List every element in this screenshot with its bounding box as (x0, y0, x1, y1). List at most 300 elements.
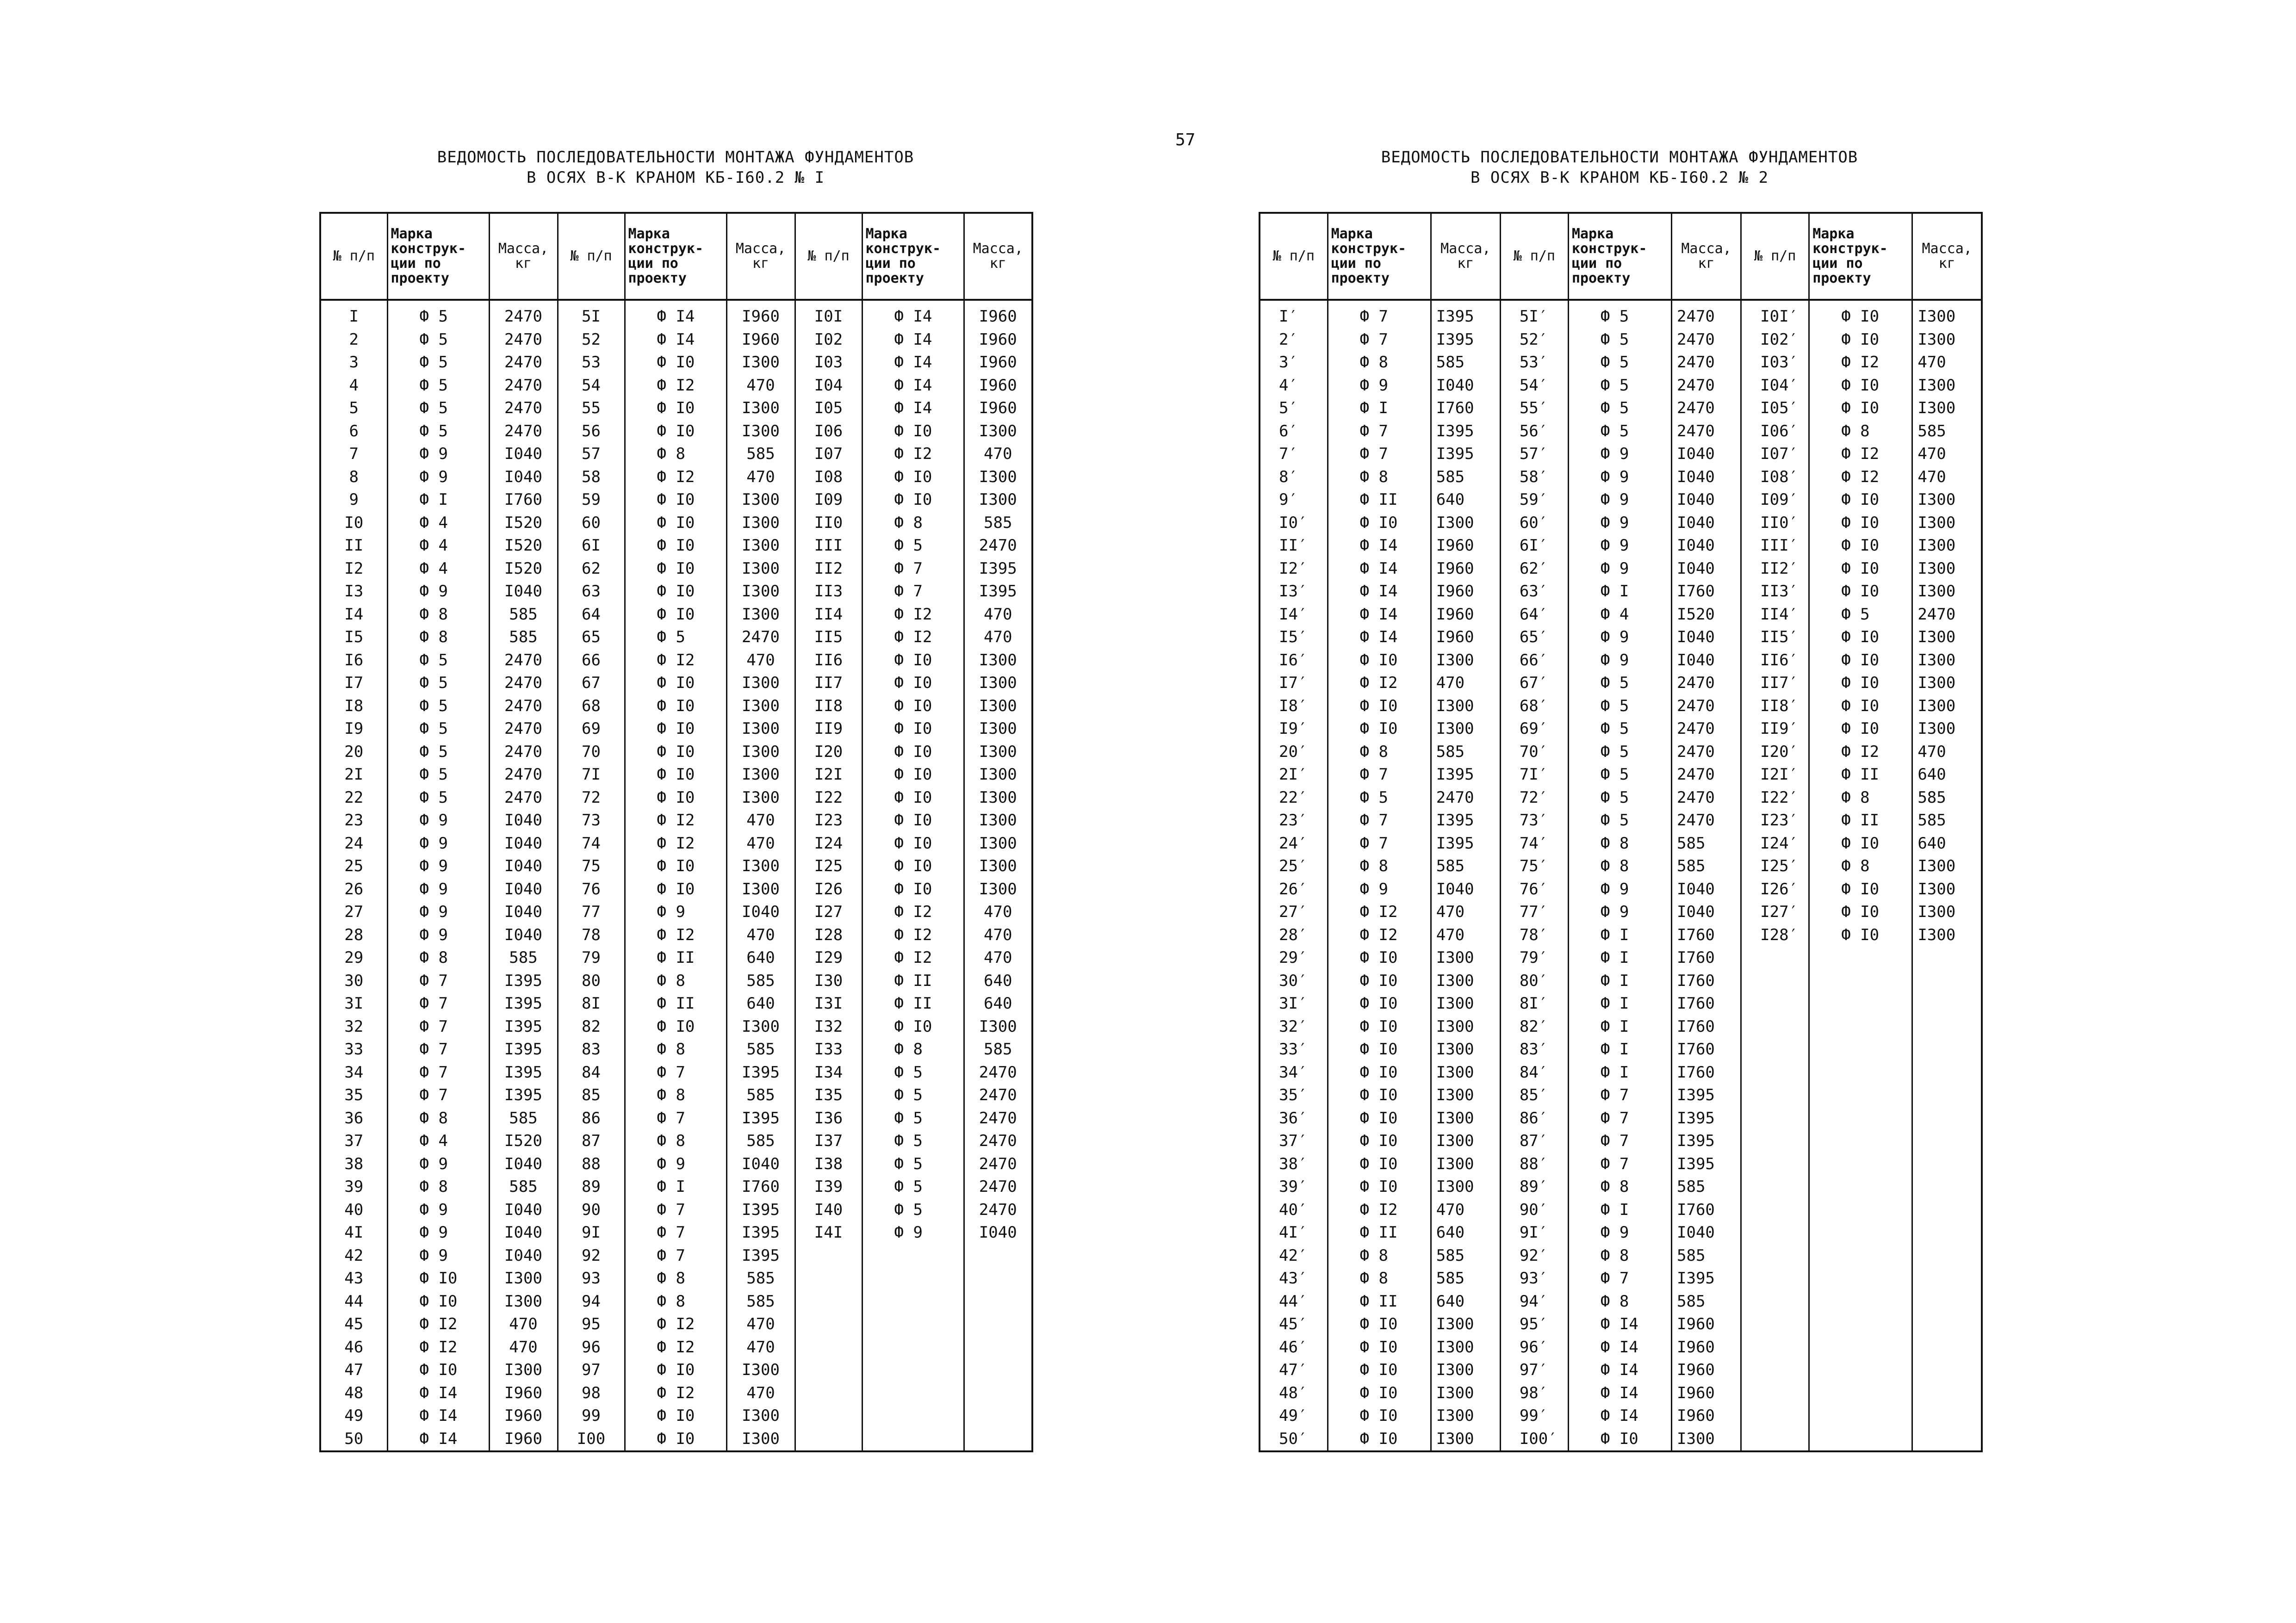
cell-mass: 2470 (1672, 787, 1741, 810)
cell-mark: Ф I4 (1328, 580, 1431, 603)
cell-mark: Ф I0 (1328, 970, 1431, 993)
cell-mark: Ф 9 (1568, 901, 1671, 924)
cell-num: I′ (1279, 307, 1298, 326)
table-row (1260, 1267, 1982, 1290)
cell-mass: I960 (1672, 1336, 1741, 1359)
cell-mass: 470 (726, 924, 795, 947)
cell-mark: Ф I4 (387, 1405, 489, 1428)
cell-mark (1809, 1221, 1912, 1245)
cell-mark: Ф I0 (862, 672, 964, 695)
cell-num: 32′ (1279, 1017, 1308, 1036)
table-row (1260, 351, 1982, 374)
cell-num (1741, 1313, 1809, 1336)
cell-num: I9′ (1279, 719, 1308, 738)
cell-mass: 640 (964, 970, 1032, 993)
cell-num: 94′ (1500, 1290, 1568, 1313)
cell-mark: Ф I0 (862, 787, 964, 810)
cell-num: I02′ (1741, 328, 1809, 352)
cell-num (1741, 1359, 1809, 1382)
cell-mark: Ф 7 (1568, 1084, 1671, 1107)
cell-num: 99 (558, 1405, 625, 1428)
cell-mark: Ф I4 (1328, 626, 1431, 649)
cell-num: 27 (344, 903, 364, 921)
cell-mark: Ф 5 (1568, 787, 1671, 810)
cell-mass: 470 (964, 924, 1032, 947)
cell-num: 87 (558, 1130, 625, 1153)
cell-num: I22 (795, 787, 862, 810)
table-row (1260, 1290, 1982, 1313)
cell-mass: I040 (489, 1245, 558, 1268)
cell-mark (1809, 1382, 1912, 1405)
cell-num: 49′ (1279, 1406, 1308, 1425)
cell-mark: Ф I0 (1328, 1130, 1431, 1153)
cell-mark: Ф 9 (387, 855, 489, 878)
cell-mark: Ф 7 (1328, 420, 1431, 443)
cell-num: I2I (795, 763, 862, 787)
cell-mark (1809, 970, 1912, 993)
table-row (1260, 832, 1982, 855)
cell-num: II0′ (1741, 512, 1809, 535)
table-row (320, 512, 1032, 535)
cell-num: 47 (344, 1361, 364, 1379)
table-header-row (320, 213, 1032, 300)
cell-mark: Ф 8 (625, 1130, 726, 1153)
table-row (320, 1107, 1032, 1130)
cell-mass: I520 (1672, 603, 1741, 626)
cell-num: 46 (344, 1338, 364, 1357)
cell-mark: Ф I0 (862, 763, 964, 787)
cell-mark: Ф I2 (625, 1336, 726, 1359)
header-mass: Масса, кг (726, 213, 795, 300)
cell-mass: 585 (489, 1107, 558, 1130)
cell-mass: 585 (1912, 809, 1982, 832)
cell-mark: Ф I0 (1809, 672, 1912, 695)
cell-mark: Ф 7 (625, 1061, 726, 1084)
cell-mass: I040 (1672, 466, 1741, 489)
cell-num (1741, 1038, 1809, 1061)
cell-mark: Ф 5 (387, 695, 489, 718)
cell-mark: Ф 9 (1568, 512, 1671, 535)
cell-num: 40 (344, 1200, 364, 1219)
table-row (320, 397, 1032, 420)
cell-num: I36 (795, 1107, 862, 1130)
cell-num (795, 1336, 862, 1359)
cell-num: 25 (344, 857, 364, 875)
cell-num: I6 (344, 650, 364, 669)
cell-num: I9 (344, 719, 364, 738)
sheet2-title (1259, 147, 1980, 188)
cell-mass: I395 (726, 1245, 795, 1268)
cell-mass (1912, 1359, 1982, 1382)
cell-num: I0I (795, 305, 862, 328)
cell-num: I07′ (1741, 443, 1809, 466)
cell-mass: 470 (1912, 466, 1982, 489)
cell-num: I30 (795, 970, 862, 993)
cell-mass: I395 (489, 1016, 558, 1039)
cell-num: 4′ (1279, 376, 1298, 395)
cell-mark: Ф II (1328, 1221, 1431, 1245)
cell-mass (964, 1245, 1032, 1268)
cell-mark: Ф I4 (387, 1428, 489, 1452)
cell-num: 9 (349, 490, 359, 509)
cell-mass: 2470 (1912, 603, 1982, 626)
cell-mark: Ф I0 (625, 580, 726, 603)
cell-mass (964, 1382, 1032, 1405)
cell-mark: Ф 9 (1568, 1221, 1671, 1245)
cell-mark: Ф I4 (862, 351, 964, 374)
cell-mark: Ф 8 (1568, 832, 1671, 855)
cell-mass: 2470 (1672, 718, 1741, 741)
cell-num: I00 (558, 1428, 625, 1452)
cell-num: 69′ (1500, 718, 1568, 741)
cell-num: 7′ (1279, 445, 1298, 463)
cell-mass: I300 (726, 718, 795, 741)
cell-mark: Ф 5 (862, 1084, 964, 1107)
cell-mass: 2470 (489, 718, 558, 741)
cell-mass: I300 (964, 420, 1032, 443)
cell-mass: I300 (1912, 695, 1982, 718)
cell-mark: Ф 8 (1328, 741, 1431, 764)
cell-mass: I395 (1431, 420, 1500, 443)
cell-mass: I395 (726, 1221, 795, 1245)
cell-num: 6I′ (1500, 534, 1568, 558)
table-row (320, 328, 1032, 352)
cell-mass: I040 (1672, 649, 1741, 672)
cell-mark: Ф 8 (387, 1176, 489, 1199)
cell-mass: 2470 (964, 1199, 1032, 1222)
table-row (1260, 1405, 1982, 1428)
cell-num: 94 (558, 1290, 625, 1313)
cell-num: 80′ (1500, 970, 1568, 993)
cell-mass (1912, 1405, 1982, 1428)
cell-mass: I300 (964, 1016, 1032, 1039)
table-row (1260, 787, 1982, 810)
cell-num: 8′ (1279, 467, 1298, 486)
cell-mark: Ф I0 (1328, 718, 1431, 741)
cell-mass: I040 (489, 832, 558, 855)
cell-mass (1912, 1382, 1982, 1405)
table-row (1260, 626, 1982, 649)
cell-mark: Ф I4 (1568, 1359, 1671, 1382)
cell-mass: 470 (964, 901, 1032, 924)
cell-num: 73′ (1500, 809, 1568, 832)
cell-mark: Ф I0 (625, 787, 726, 810)
cell-mass: I395 (489, 1038, 558, 1061)
cell-num: I32 (795, 1016, 862, 1039)
cell-num: 8 (349, 467, 359, 486)
cell-mark: Ф 9 (1568, 466, 1671, 489)
cell-num: 8I (558, 992, 625, 1016)
cell-mass: 470 (726, 1336, 795, 1359)
cell-mark: Ф I (1328, 397, 1431, 420)
cell-mass: 585 (1672, 1245, 1741, 1268)
cell-num: 99′ (1500, 1405, 1568, 1428)
cell-mark (862, 1405, 964, 1428)
cell-num: 82′ (1500, 1016, 1568, 1039)
cell-num: 89 (558, 1176, 625, 1199)
cell-mark: Ф 9 (1568, 878, 1671, 901)
cell-mark: Ф I0 (1328, 1107, 1431, 1130)
cell-mark: Ф 5 (625, 626, 726, 649)
cell-mass: I960 (1431, 626, 1500, 649)
cell-num: 63′ (1500, 580, 1568, 603)
cell-mark (862, 1290, 964, 1313)
cell-mass: I300 (964, 489, 1032, 512)
header-num: № п/п (1500, 213, 1568, 300)
cell-num: 75′ (1500, 855, 1568, 878)
cell-num: 63 (558, 580, 625, 603)
cell-mark: Ф I (1568, 1038, 1671, 1061)
cell-num (1741, 1084, 1809, 1107)
cell-mark: Ф I0 (1809, 878, 1912, 901)
cell-num (795, 1382, 862, 1405)
cell-mark: Ф 7 (387, 1016, 489, 1039)
cell-mark: Ф II (862, 970, 964, 993)
cell-mass (1912, 1428, 1982, 1452)
cell-mass: 470 (1912, 443, 1982, 466)
cell-num: I33 (795, 1038, 862, 1061)
cell-mass: I300 (1912, 672, 1982, 695)
cell-mass: I040 (1672, 489, 1741, 512)
cell-mass: 585 (726, 970, 795, 993)
cell-mark: Ф 9 (1328, 878, 1431, 901)
cell-mass: 640 (726, 947, 795, 970)
cell-num: 54 (558, 374, 625, 397)
cell-num: 5 (349, 399, 359, 417)
cell-mass: I960 (726, 328, 795, 352)
cell-mass: 2470 (1672, 672, 1741, 695)
cell-mark: Ф 4 (387, 558, 489, 581)
sheet1-title (315, 147, 1036, 188)
cell-mass: 470 (489, 1336, 558, 1359)
table-row (1260, 489, 1982, 512)
cell-mass: I395 (1431, 763, 1500, 787)
cell-num: I2I′ (1741, 763, 1809, 787)
cell-mark: Ф 5 (387, 374, 489, 397)
cell-mass: I395 (1672, 1107, 1741, 1130)
cell-mass: 585 (726, 1290, 795, 1313)
cell-num: 53 (558, 351, 625, 374)
cell-num: 82 (558, 1016, 625, 1039)
cell-mark: Ф 8 (1809, 855, 1912, 878)
cell-mark: Ф I0 (1809, 695, 1912, 718)
cell-mass: I395 (1431, 305, 1500, 328)
cell-mark: Ф I2 (862, 924, 964, 947)
cell-mark: Ф I0 (862, 832, 964, 855)
cell-mark: Ф 9 (1568, 649, 1671, 672)
cell-mark: Ф 8 (1328, 1267, 1431, 1290)
cell-mark: Ф 8 (1809, 420, 1912, 443)
cell-num: 34′ (1279, 1063, 1308, 1082)
cell-mass: I300 (1431, 1084, 1500, 1107)
cell-mass: I960 (1431, 558, 1500, 581)
cell-mark: Ф 4 (1568, 603, 1671, 626)
cell-mark (1809, 992, 1912, 1016)
cell-mark: Ф 8 (862, 512, 964, 535)
table-row (320, 1084, 1032, 1107)
cell-mark: Ф 9 (1568, 558, 1671, 581)
cell-mass: I960 (1431, 580, 1500, 603)
table-row (320, 1153, 1032, 1176)
cell-mass (1912, 970, 1982, 993)
cell-mark: Ф I0 (1328, 1313, 1431, 1336)
cell-mark: Ф 7 (1328, 305, 1431, 328)
cell-mark: Ф I0 (1809, 305, 1912, 328)
cell-mark: Ф 5 (387, 305, 489, 328)
cell-mark (862, 1336, 964, 1359)
cell-mass: I300 (1912, 580, 1982, 603)
cell-mark: Ф 9 (387, 1245, 489, 1268)
cell-mark: Ф I2 (862, 626, 964, 649)
cell-num: 3 (349, 353, 359, 372)
cell-num: I23′ (1741, 809, 1809, 832)
cell-mark: Ф I0 (1809, 718, 1912, 741)
cell-num (1741, 1221, 1809, 1245)
cell-mass: I395 (964, 580, 1032, 603)
cell-mass: I040 (1672, 901, 1741, 924)
cell-num: II2′ (1741, 558, 1809, 581)
cell-mark: Ф I0 (1328, 512, 1431, 535)
table-row (320, 901, 1032, 924)
cell-mark: Ф I0 (862, 809, 964, 832)
cell-mark (1809, 1245, 1912, 1268)
cell-mark: Ф II (1328, 1290, 1431, 1313)
cell-mass: I300 (1431, 1359, 1500, 1382)
header-mark: Марка конструк-ции по проекту (1568, 213, 1671, 300)
cell-num: 84 (558, 1061, 625, 1084)
table-row (1260, 1130, 1982, 1153)
cell-mass: I300 (726, 878, 795, 901)
cell-mark: Ф II (1809, 763, 1912, 787)
cell-num: 8I′ (1500, 992, 1568, 1016)
cell-mark: Ф I0 (1568, 1428, 1671, 1452)
cell-num (1741, 1267, 1809, 1290)
cell-num: 39′ (1279, 1177, 1308, 1196)
cell-mass: I395 (1672, 1267, 1741, 1290)
cell-mark: Ф 5 (1568, 351, 1671, 374)
table-row (1260, 970, 1982, 993)
cell-mark: Ф I2 (625, 466, 726, 489)
cell-mark: Ф I4 (862, 374, 964, 397)
cell-mark: Ф I0 (625, 878, 726, 901)
cell-mass: I300 (1431, 1313, 1500, 1336)
cell-mass: 2470 (1672, 328, 1741, 352)
cell-num: 88 (558, 1153, 625, 1176)
cell-mark: Ф I0 (1328, 1428, 1431, 1452)
cell-mass: 2470 (489, 374, 558, 397)
cell-mass: I040 (489, 809, 558, 832)
cell-mark: Ф I4 (1568, 1336, 1671, 1359)
cell-mass: I300 (1431, 1336, 1500, 1359)
cell-mark: Ф 7 (625, 1199, 726, 1222)
cell-mass: I300 (964, 718, 1032, 741)
cell-mark: Ф 8 (1328, 1245, 1431, 1268)
cell-num: I04′ (1741, 374, 1809, 397)
cell-mark: Ф I0 (625, 420, 726, 443)
cell-mass: 585 (726, 1084, 795, 1107)
spacer-row (1260, 300, 1982, 305)
cell-mass (964, 1313, 1032, 1336)
cell-mass: I300 (1431, 1038, 1500, 1061)
cell-mark: Ф I2 (862, 901, 964, 924)
cell-mass: I040 (489, 878, 558, 901)
cell-mark: Ф 7 (1568, 1107, 1671, 1130)
cell-num: I22′ (1741, 787, 1809, 810)
cell-num: 92 (558, 1245, 625, 1268)
cell-num: I8 (344, 696, 364, 715)
cell-mark: Ф 9 (387, 1153, 489, 1176)
cell-mass: I960 (1672, 1313, 1741, 1336)
cell-mass: I300 (964, 855, 1032, 878)
cell-mark: Ф I0 (625, 695, 726, 718)
cell-mark: Ф I2 (387, 1336, 489, 1359)
cell-mass: 2470 (1672, 763, 1741, 787)
table-row (1260, 512, 1982, 535)
cell-num: 9′ (1279, 490, 1298, 509)
cell-num: I2 (344, 559, 364, 578)
cell-mark: Ф I0 (1809, 580, 1912, 603)
cell-num: I7 (344, 674, 364, 692)
cell-mass: I300 (964, 466, 1032, 489)
cell-mark: Ф 7 (387, 970, 489, 993)
table-row (320, 878, 1032, 901)
cell-mark (1809, 1290, 1912, 1313)
cell-mass: I960 (964, 374, 1032, 397)
table-row (320, 1428, 1032, 1452)
sheet2-title-line2: В ОСЯХ В-К КРАНОМ КБ-I60.2 № 2 (1470, 168, 1769, 187)
cell-num: 28′ (1279, 925, 1308, 944)
cell-num (795, 1313, 862, 1336)
cell-mass: 2470 (1672, 351, 1741, 374)
cell-mass: I040 (489, 1153, 558, 1176)
cell-mark (862, 1382, 964, 1405)
cell-num (795, 1267, 862, 1290)
cell-mass: I300 (964, 832, 1032, 855)
cell-mark (862, 1359, 964, 1382)
header-num: № п/п (1741, 213, 1809, 300)
table-row (1260, 1428, 1982, 1452)
cell-num: 3′ (1279, 353, 1298, 372)
cell-mark: Ф 9 (387, 1199, 489, 1222)
cell-mass: I300 (964, 763, 1032, 787)
cell-mass: I300 (726, 512, 795, 535)
cell-mass: I040 (1431, 878, 1500, 901)
cell-num (1741, 1290, 1809, 1313)
cell-mark: Ф I0 (1809, 534, 1912, 558)
cell-mass: 470 (726, 1382, 795, 1405)
cell-mass: 470 (964, 626, 1032, 649)
sheet1-title-line2: В ОСЯХ В-К КРАНОМ КБ-I60.2 № I (526, 168, 825, 187)
cell-mass: I300 (1431, 1061, 1500, 1084)
cell-mass: I300 (726, 1405, 795, 1428)
cell-mark: Ф I (1568, 1061, 1671, 1084)
cell-num (1741, 1153, 1809, 1176)
cell-num (1741, 1107, 1809, 1130)
cell-mass: I960 (964, 351, 1032, 374)
cell-mass: I300 (1912, 718, 1982, 741)
header-mass: Масса, кг (1912, 213, 1982, 300)
cell-mark: Ф I0 (1809, 924, 1912, 947)
cell-mass: 585 (726, 1267, 795, 1290)
cell-mass: 585 (726, 443, 795, 466)
cell-num: 53′ (1500, 351, 1568, 374)
cell-mass: I300 (1431, 970, 1500, 993)
table-row (1260, 718, 1982, 741)
cell-mass: I960 (1672, 1382, 1741, 1405)
cell-mark: Ф I0 (862, 466, 964, 489)
sheet1-title-line1: ВЕДОМОСТЬ ПОСЛЕДОВАТЕЛЬНОСТИ МОНТАЖА ФУНДАМЕНТОВ (437, 148, 914, 167)
cell-mark: Ф 5 (1568, 374, 1671, 397)
